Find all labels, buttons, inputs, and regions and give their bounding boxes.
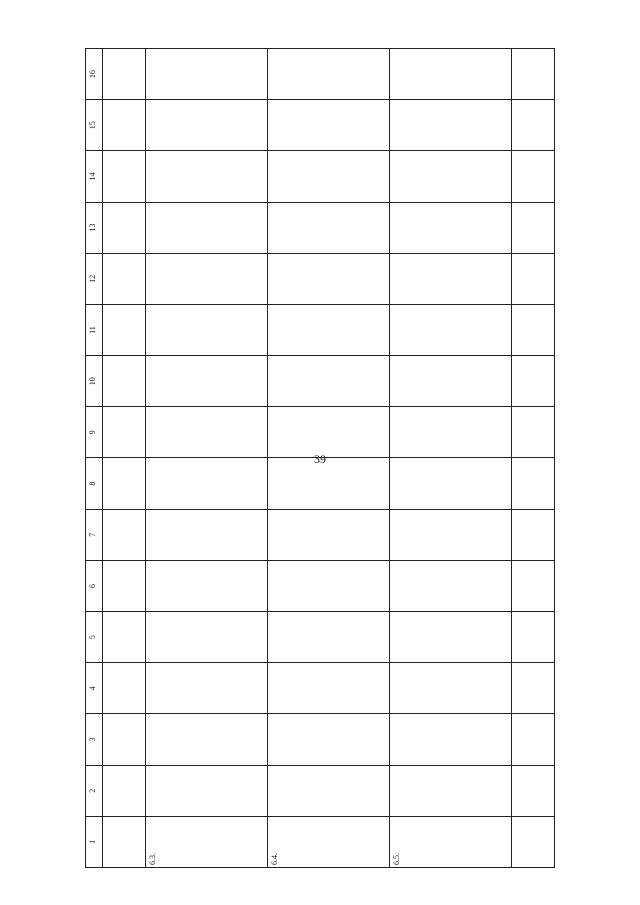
table-cell xyxy=(146,407,268,458)
table-cell xyxy=(103,151,146,202)
table-cell xyxy=(389,253,511,304)
table-cell xyxy=(389,509,511,560)
table-cell xyxy=(511,560,554,611)
table-cell xyxy=(389,458,511,509)
table-cell xyxy=(146,509,268,560)
table-cell xyxy=(103,100,146,151)
header-cell: 7 xyxy=(86,509,103,560)
table-cell xyxy=(268,100,390,151)
table-cell xyxy=(268,458,390,509)
table-cell xyxy=(146,714,268,765)
table-cell xyxy=(511,253,554,304)
table-cell xyxy=(103,356,146,407)
header-cell: 15 xyxy=(86,100,103,151)
table-cell xyxy=(103,765,146,816)
table-row xyxy=(103,49,146,868)
row-number-cell: 6.5. xyxy=(389,816,511,867)
table-cell xyxy=(268,253,390,304)
table-cell xyxy=(103,407,146,458)
header-cell: 8 xyxy=(86,458,103,509)
table-cell xyxy=(146,151,268,202)
header-cell: 16 xyxy=(86,49,103,100)
table-cell xyxy=(146,560,268,611)
table-cell xyxy=(268,765,390,816)
table-cell xyxy=(389,560,511,611)
table-cell xyxy=(268,663,390,714)
table-cell xyxy=(511,100,554,151)
table-cell xyxy=(146,612,268,663)
header-cell: 13 xyxy=(86,202,103,253)
table-cell xyxy=(146,663,268,714)
header-cell: 2 xyxy=(86,765,103,816)
table-cell xyxy=(389,304,511,355)
header-cell: 9 xyxy=(86,407,103,458)
header-cell: 4 xyxy=(86,663,103,714)
table-cell xyxy=(103,560,146,611)
table-cell xyxy=(103,663,146,714)
table-cell xyxy=(103,49,146,100)
header-cell: 6 xyxy=(86,560,103,611)
table-cell xyxy=(511,663,554,714)
header-cell: 10 xyxy=(86,356,103,407)
table-cell xyxy=(511,151,554,202)
table-cell xyxy=(268,509,390,560)
table-cell xyxy=(103,509,146,560)
table-cell xyxy=(389,714,511,765)
table-cell xyxy=(511,202,554,253)
table-row xyxy=(146,49,268,868)
table-cell xyxy=(389,356,511,407)
document-table-rotated xyxy=(85,48,555,868)
header-cell: 5 xyxy=(86,612,103,663)
table-row xyxy=(511,49,554,868)
table-cell xyxy=(103,253,146,304)
header-cell: 11 xyxy=(86,304,103,355)
table-cell xyxy=(268,304,390,355)
row-number-cell xyxy=(511,816,554,867)
table-cell xyxy=(511,509,554,560)
table-cell xyxy=(103,612,146,663)
header-cell: 3 xyxy=(86,714,103,765)
row-number-cell: 6.3. xyxy=(146,816,268,867)
table-cell xyxy=(146,458,268,509)
table-cell xyxy=(268,202,390,253)
table-cell xyxy=(389,151,511,202)
table-cell xyxy=(389,612,511,663)
table-cell xyxy=(389,49,511,100)
row-number-cell: 6.4. xyxy=(268,816,390,867)
table-cell xyxy=(268,49,390,100)
table-cell xyxy=(511,356,554,407)
table-cell xyxy=(103,304,146,355)
header-cell: 12 xyxy=(86,253,103,304)
table-cell xyxy=(146,765,268,816)
header-cell: 1 xyxy=(86,816,103,867)
table-row xyxy=(268,49,390,868)
table-cell xyxy=(103,458,146,509)
table-cell xyxy=(511,458,554,509)
table-cell xyxy=(146,356,268,407)
table-cell xyxy=(268,714,390,765)
table-cell xyxy=(389,407,511,458)
table-cell xyxy=(389,202,511,253)
table-cell xyxy=(268,560,390,611)
table-cell xyxy=(511,407,554,458)
table-cell xyxy=(389,663,511,714)
table-cell xyxy=(103,714,146,765)
table-cell xyxy=(146,100,268,151)
table-cell xyxy=(511,714,554,765)
table-cell xyxy=(389,100,511,151)
table-cell xyxy=(146,253,268,304)
table-cell xyxy=(103,202,146,253)
table-cell xyxy=(268,407,390,458)
table-cell xyxy=(511,304,554,355)
header-row xyxy=(86,49,103,868)
table-cell xyxy=(268,612,390,663)
table-cell xyxy=(146,202,268,253)
page-number: 39 xyxy=(314,452,326,466)
row-number-cell xyxy=(103,816,146,867)
header-cell: 14 xyxy=(86,151,103,202)
table-cell xyxy=(389,765,511,816)
table-row xyxy=(389,49,511,868)
table-cell xyxy=(146,49,268,100)
table-cell xyxy=(146,304,268,355)
table-cell xyxy=(268,151,390,202)
table-cell xyxy=(511,612,554,663)
table-cell xyxy=(268,356,390,407)
table-cell xyxy=(511,49,554,100)
table-cell xyxy=(511,765,554,816)
data-table xyxy=(85,48,555,868)
